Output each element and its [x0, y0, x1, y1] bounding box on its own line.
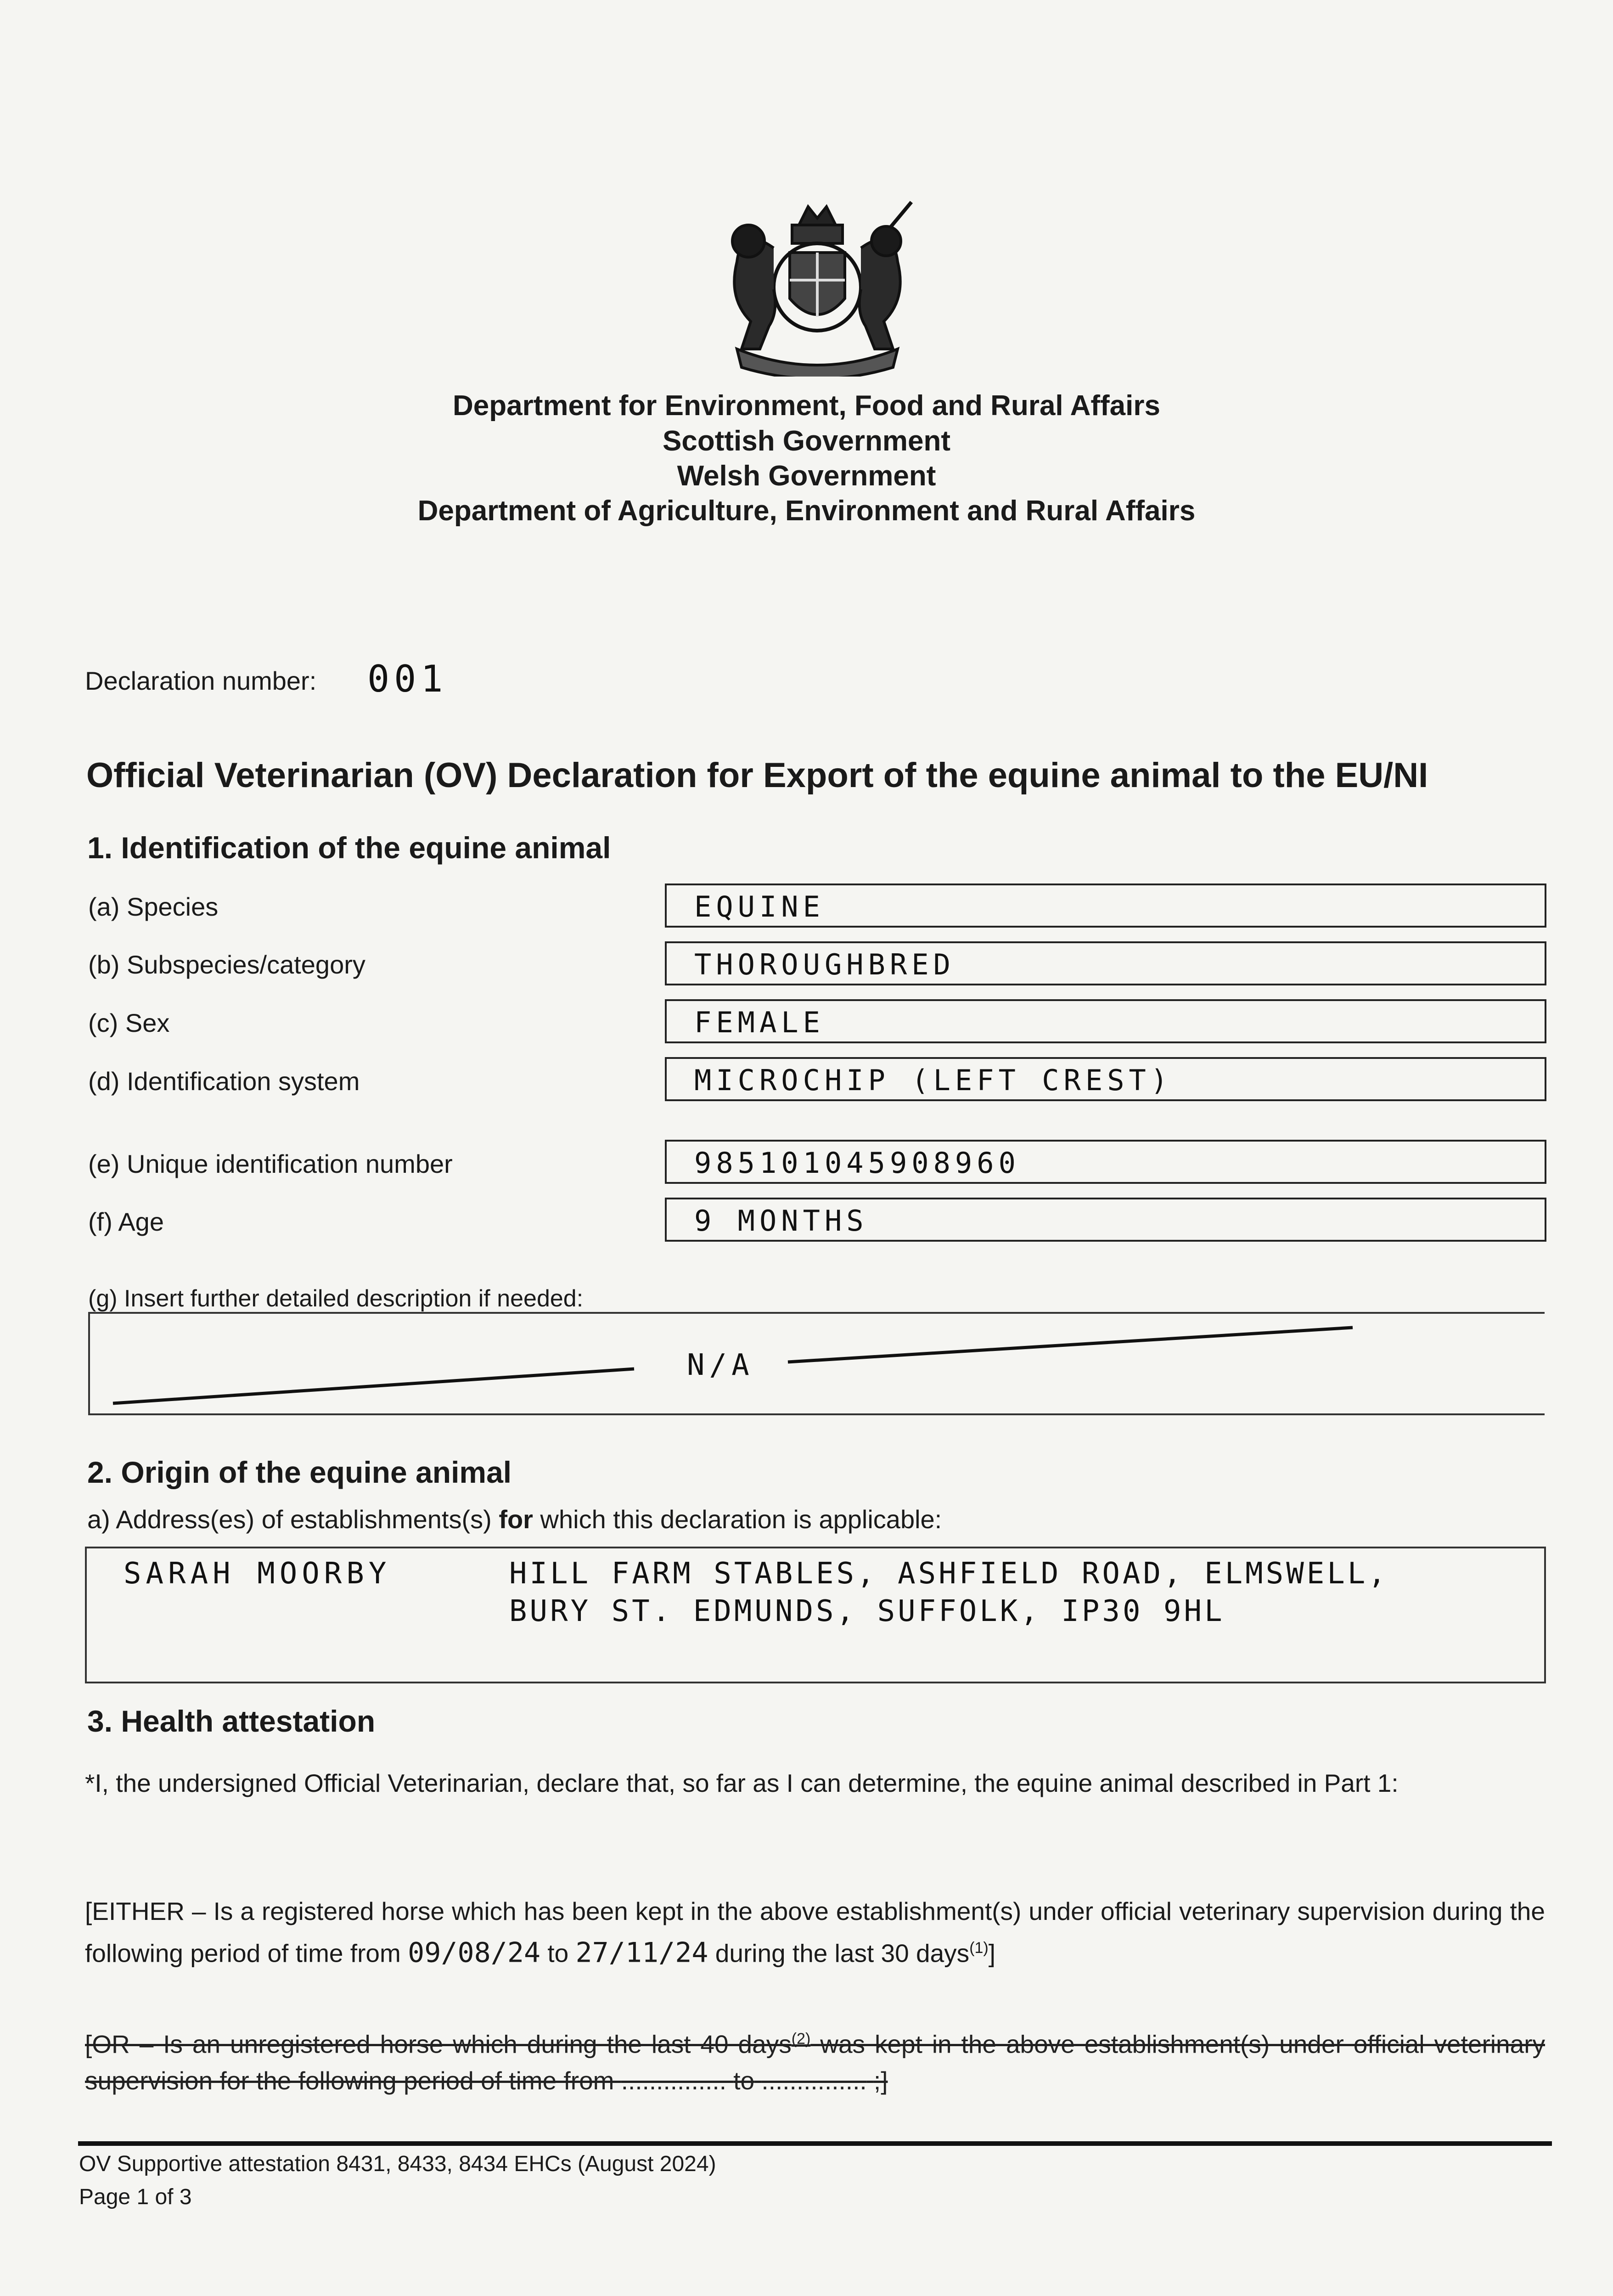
or-clause-struck: [OR – Is an unregistered horse which during the last 40 days$^{(2)}$ was kept in the above establishment(s) under official veterinary supervision for the following period of time from ............... to ............... ;]: [85, 2030, 1546, 2095]
subspecies-value: THOROUGHBRED: [694, 948, 955, 981]
sex-field[interactable]: [665, 999, 1546, 1043]
section-1-heading: 1. Identification of the equine animal: [87, 831, 611, 865]
sex-label: (c) Sex: [88, 1008, 170, 1037]
date-to: 27/11/24: [575, 1936, 708, 1969]
species-field[interactable]: [665, 884, 1546, 928]
age-field[interactable]: [665, 1198, 1546, 1242]
footer-divider: [78, 2141, 1552, 2146]
sex-value: FEMALE: [694, 1006, 825, 1039]
section-3-heading: 3. Health attestation: [87, 1704, 376, 1738]
date-from: 09/08/24: [408, 1936, 541, 1969]
address-label: a) Address(es) of establishments(s) for which this declaration is applicable:: [87, 1505, 942, 1534]
royal-coat-of-arms-icon: [709, 197, 925, 377]
identification-system-value: MICROCHIP (LEFT CREST): [694, 1064, 1173, 1097]
further-description-field[interactable]: [88, 1312, 1545, 1415]
agency-scottish-government: Scottish Government: [663, 425, 950, 457]
identification-system-label: (d) Identification system: [88, 1067, 360, 1096]
agency-defra: Department for Environment, Food and Rural Affairs: [453, 390, 1160, 422]
unique-id-value: 985101045908960: [694, 1146, 1020, 1180]
subspecies-label: (b) Subspecies/category: [88, 950, 365, 979]
species-value: EQUINE: [694, 890, 825, 923]
page-title: Official Veterinarian (OV) Declaration for Export of the equine animal to the EU/NI: [86, 756, 1428, 795]
strike-line-left: [90, 1314, 1546, 1417]
unique-id-label: (e) Unique identification number: [88, 1149, 453, 1178]
agency-welsh-government: Welsh Government: [677, 460, 936, 492]
age-label: (f) Age: [88, 1207, 164, 1236]
section-2-heading: 2. Origin of the equine animal: [87, 1455, 512, 1489]
age-value: 9 MONTHS: [694, 1204, 868, 1238]
address-line-1: HILL FARM STABLES, ASHFIELD ROAD, ELMSWELL,: [509, 1557, 1388, 1591]
applicant-name: SARAH MOORBY: [124, 1557, 391, 1591]
footer-attestation-ref: OV Supportive attestation 8431, 8433, 8434 EHCs (August 2024): [79, 2152, 716, 2176]
further-description-label: (g) Insert further detailed description if needed:: [88, 1285, 584, 1312]
subspecies-field[interactable]: [665, 941, 1546, 985]
address-line-2: BURY ST. EDMUNDS, SUFFOLK, IP30 9HL: [509, 1594, 1225, 1628]
attestation-intro: *I, the undersigned Official Veterinarian, declare that, so far as I can determine, the equine animal described in Part 1:: [85, 1769, 1399, 1797]
further-description-value: N/A: [687, 1348, 754, 1382]
address-field[interactable]: [85, 1547, 1546, 1683]
species-label: (a) Species: [88, 892, 219, 921]
identification-system-field[interactable]: [665, 1057, 1546, 1101]
either-clause: [EITHER – Is a registered horse which has been kept in the above establishment(s) under official veterinary supervision during the following period of time from 09/08/24 to 27/11/24 during the last 30 days$^{(1)}$]: [85, 1897, 1545, 1969]
agency-daera: Department of Agriculture, Environment and Rural Affairs: [417, 495, 1196, 527]
unique-id-field[interactable]: [665, 1140, 1546, 1184]
declaration-number-value: 001: [367, 658, 448, 700]
footer-page-number: Page 1 of 3: [79, 2185, 192, 2209]
declaration-number-label: Declaration number:: [85, 666, 317, 695]
